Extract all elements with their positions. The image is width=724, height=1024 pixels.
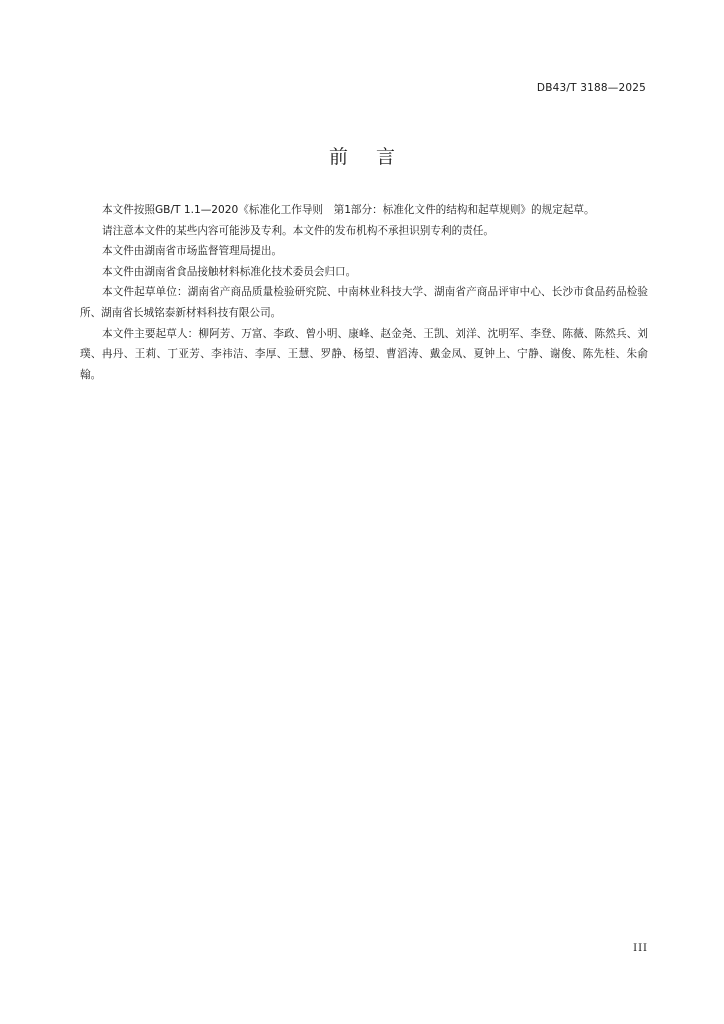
paragraph-drafting-units: 本文件起草单位：湖南省产商品质量检验研究院、中南林业科技大学、湖南省产商品评审中心、长沙市食品药品检验所、湖南省长城铭泰新材料科技有限公司。 (80, 286, 648, 319)
paragraph-drafting-rules: 本文件按照GB/T 1.1—2020《标准化工作导则 第1部分：标准化文件的结构和起草规则》的规定起草。 (102, 204, 595, 216)
section-title: 前言 (328, 146, 423, 168)
foreword-body (80, 200, 648, 385)
document-code: DB43/T 3188—2025 (536, 82, 646, 94)
paragraph-drafters: 本文件主要起草人：柳阿芳、万富、李政、曾小明、康峰、赵金尧、王凯、刘洋、沈明军、李登、陈薇、陈然兵、刘璞、冉丹、王莉、丁亚芳、李祎洁、李厚、王慧、罗静、杨望、曹滔涛、戴金凤、夏钟上、宁静、谢俊、陈先桂、朱俞翰。 (80, 327, 648, 381)
paragraph-proposer: 本文件由湖南省市场监督管理局提出。 (102, 245, 283, 258)
page-number: III (633, 943, 648, 954)
paragraph-patent-notice: 请注意本文件的某些内容可能涉及专利。本文件的发布机构不承担识别专利的责任。 (102, 224, 494, 237)
paragraph-committee: 本文件由湖南省食品接触材料标准化技术委员会归口。 (102, 265, 357, 278)
